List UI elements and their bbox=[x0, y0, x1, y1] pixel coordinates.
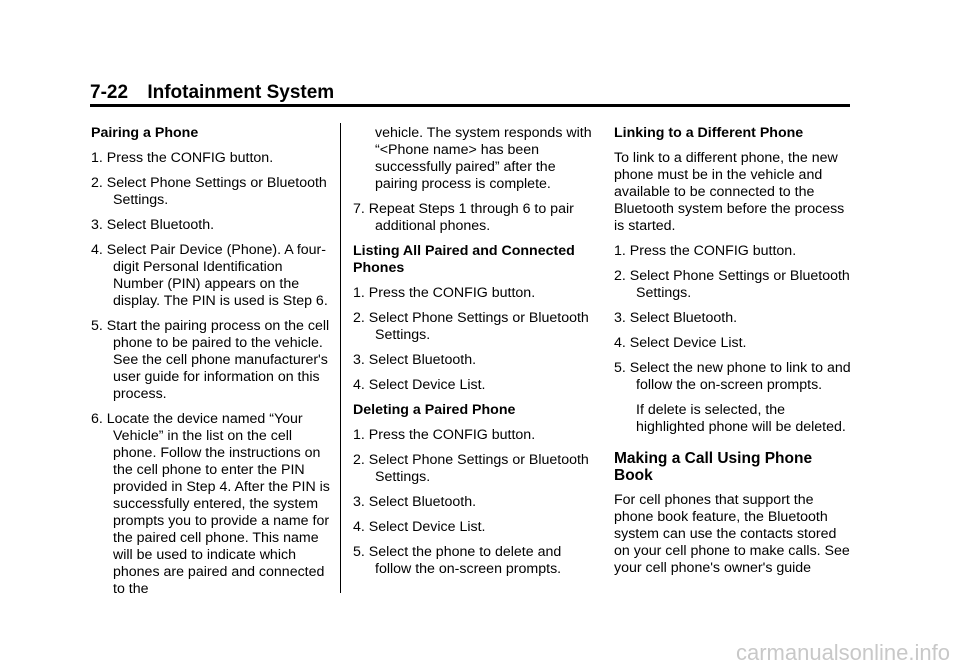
heading-making-call: Making a Call Using Phone Book bbox=[614, 450, 813, 484]
list-item: 4. Select Device List. bbox=[353, 519, 486, 535]
list-item: 2. Select Phone Settings or Bluetooth Settings. bbox=[353, 310, 589, 343]
paragraph-making-call: For cell phones that support the phone book feature, the Bluetooth system can use the contacts stored on your cell phone to make calls. See your cell phone's owner's guide bbox=[614, 492, 850, 576]
note-delete: If delete is selected, the highlighted phone will be deleted. bbox=[636, 402, 846, 435]
page-header bbox=[90, 80, 850, 106]
list-item: 5. Select the new phone to link to and follow the on-screen prompts. bbox=[614, 360, 851, 393]
page-number: 7-22 bbox=[90, 82, 129, 103]
list-item: 1. Press the CONFIG button. bbox=[614, 243, 797, 259]
list-item: 7. Repeat Steps 1 through 6 to pair additional phones. bbox=[353, 201, 574, 234]
list-item: 5. Select the phone to delete and follow the on-screen prompts. bbox=[353, 544, 562, 577]
list-item: 4. Select Device List. bbox=[614, 335, 747, 351]
list-item: 4. Select Pair Device (Phone). A four-digit Personal Identification Number (PIN) appears on the display. The PIN is used is Step 6. bbox=[91, 242, 328, 309]
list-item: 3. Select Bluetooth. bbox=[614, 310, 738, 326]
watermark: carmanualsonline.info bbox=[735, 640, 950, 665]
list-item: 1. Press the CONFIG button. bbox=[353, 285, 536, 301]
column-2 bbox=[353, 125, 593, 586]
column-divider bbox=[340, 123, 341, 593]
heading-deleting: Deleting a Paired Phone bbox=[353, 402, 516, 418]
column-1 bbox=[91, 125, 331, 606]
header-rule bbox=[90, 104, 850, 107]
list-item: 3. Select Bluetooth. bbox=[91, 217, 215, 233]
list-item: 5. Start the pairing process on the cell phone to be paired to the vehicle. See the cell phone manufacturer's user guide for information on this process. bbox=[91, 318, 330, 402]
list-item: 3. Select Bluetooth. bbox=[353, 352, 477, 368]
list-item: 6. Locate the device named “Your Vehicle” in the list on the cell phone. Follow the instructions on the cell phone to enter the PIN provided in Step 4. After the PIN is successfully entered, the system prompts you to provide a name for the paired cell phone. This name will be used to indicate which phones are paired and connected to the bbox=[91, 411, 330, 597]
paragraph-linking-intro: To link to a different phone, the new phone must be in the vehicle and available to be connected to the Bluetooth system before the process is started. bbox=[614, 150, 845, 234]
list-item: 3. Select Bluetooth. bbox=[353, 494, 477, 510]
list-item: 2. Select Phone Settings or Bluetooth Settings. bbox=[91, 175, 327, 208]
list-item: 1. Press the CONFIG button. bbox=[353, 427, 536, 443]
column-3 bbox=[614, 125, 854, 585]
list-item: 2. Select Phone Settings or Bluetooth Settings. bbox=[353, 452, 589, 485]
list-item: 4. Select Device List. bbox=[353, 377, 486, 393]
section-title: Infotainment System bbox=[147, 82, 335, 103]
list-item: 2. Select Phone Settings or Bluetooth Settings. bbox=[614, 268, 850, 301]
heading-listing: Listing All Paired and Connected Phones bbox=[353, 243, 575, 276]
heading-linking: Linking to a Different Phone bbox=[614, 125, 804, 141]
list-item: 1. Press the CONFIG button. bbox=[91, 150, 274, 166]
continued-text: vehicle. The system responds with “<Phone name> has been successfully paired” after the pairing process is complete. bbox=[375, 125, 592, 192]
heading-pairing: Pairing a Phone bbox=[91, 125, 199, 141]
